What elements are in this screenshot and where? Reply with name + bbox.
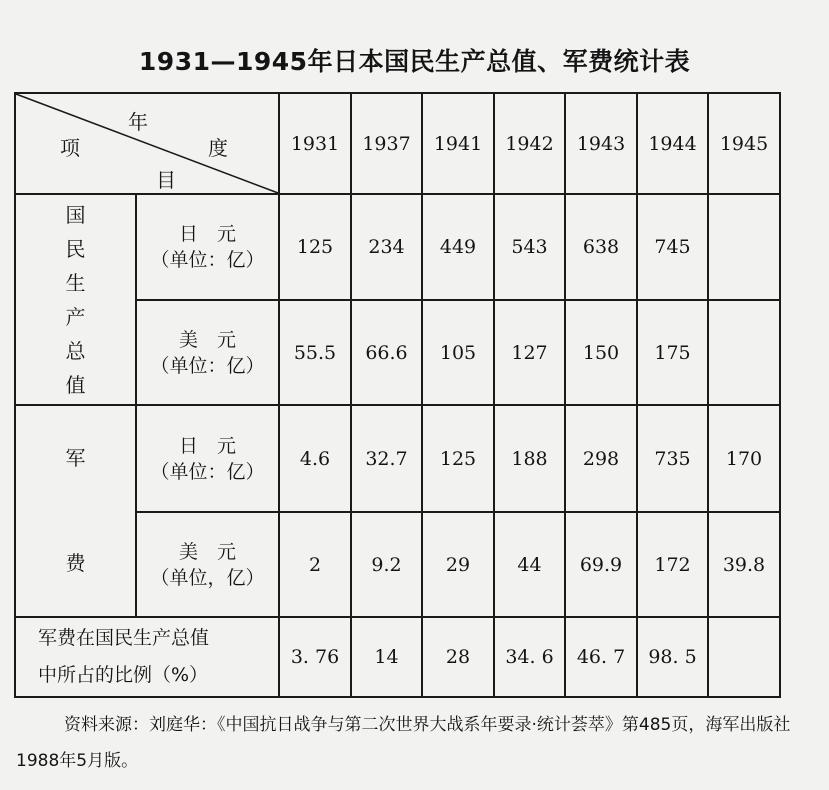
group-label-char: 军	[65, 446, 86, 470]
group-label-char: 国	[65, 202, 86, 227]
group-label-gnp	[15, 194, 136, 405]
data-cell: 105	[422, 300, 494, 405]
ratio-label	[15, 617, 279, 697]
data-cell	[708, 194, 780, 300]
corner-cell	[15, 93, 279, 194]
data-cell: 28	[422, 617, 494, 697]
year-header: 1945	[708, 93, 780, 194]
data-cell: 543	[494, 194, 565, 300]
data-cell: 3. 76	[279, 617, 351, 697]
unit-cell-yen	[136, 194, 279, 300]
group-label-char: 总	[65, 338, 86, 363]
data-cell: 39.8	[708, 512, 780, 617]
data-cell: 150	[565, 300, 637, 405]
data-cell: 69.9	[565, 512, 637, 617]
data-cell: 234	[351, 194, 422, 300]
year-header: 1941	[422, 93, 494, 194]
corner-item-label: 项	[60, 136, 80, 160]
unit-cell-yen	[136, 405, 279, 512]
data-cell: 298	[565, 405, 637, 512]
group-label-char: 生	[65, 270, 86, 295]
data-cell: 127	[494, 300, 565, 405]
data-cell: 735	[637, 405, 708, 512]
data-cell: 46. 7	[565, 617, 637, 697]
data-cell: 172	[637, 512, 708, 617]
unit-note: （单位，亿）	[150, 566, 265, 589]
year-header: 1931	[279, 93, 351, 194]
group-label-char: 值	[65, 372, 86, 397]
data-cell: 2	[279, 512, 351, 617]
data-cell: 34. 6	[494, 617, 565, 697]
ratio-label-line2: 中所占的比例（%）	[38, 664, 209, 686]
statistics-table	[14, 92, 781, 698]
corner-mu-label: 目	[156, 168, 176, 192]
table-row	[15, 617, 780, 697]
data-cell: 638	[565, 194, 637, 300]
unit-usd: 美 元	[178, 540, 236, 563]
data-cell: 44	[494, 512, 565, 617]
group-label-military-text	[16, 406, 135, 616]
data-cell: 66.6	[351, 300, 422, 405]
data-cell: 745	[637, 194, 708, 300]
data-cell: 4.6	[279, 405, 351, 512]
unit-yen: 日 元	[178, 223, 236, 245]
data-cell: 32.7	[351, 405, 422, 512]
source-note: 资料来源：刘庭华：《中国抗日战争与第二次世界大战系年要录·统计荟萃》第485页，海军出版社1988年5月版。	[16, 715, 791, 771]
data-cell: 14	[351, 617, 422, 697]
data-cell: 125	[279, 194, 351, 300]
group-label-char: 民	[65, 236, 86, 261]
group-label-gnp-text	[16, 198, 135, 402]
unit-note: （单位：亿）	[150, 460, 265, 483]
unit-note: （单位：亿）	[150, 249, 265, 271]
data-cell	[708, 300, 780, 405]
group-label-military	[15, 405, 136, 617]
data-cell: 449	[422, 194, 494, 300]
data-cell: 29	[422, 512, 494, 617]
year-header: 1937	[351, 93, 422, 194]
data-cell: 98. 5	[637, 617, 708, 697]
group-label-char: 产	[65, 304, 86, 329]
year-header: 1942	[494, 93, 565, 194]
unit-cell-usd	[136, 300, 279, 405]
unit-cell-usd	[136, 512, 279, 617]
corner-degree-label: 度	[208, 136, 228, 160]
data-cell: 125	[422, 405, 494, 512]
header-row	[15, 93, 780, 194]
data-cell: 9.2	[351, 512, 422, 617]
corner-year-label: 年	[128, 110, 148, 134]
data-cell: 170	[708, 405, 780, 512]
group-label-char: 费	[65, 551, 86, 575]
data-cell: 188	[494, 405, 565, 512]
data-cell	[708, 617, 780, 697]
unit-note: （单位：亿）	[150, 354, 265, 377]
table-title: 1931—1945年日本国民生产总值、军费统计表	[138, 47, 691, 76]
data-cell: 55.5	[279, 300, 351, 405]
ratio-label-line1: 军费在国民生产总值	[38, 627, 210, 649]
year-header: 1944	[637, 93, 708, 194]
data-cell: 175	[637, 300, 708, 405]
unit-yen: 日 元	[178, 434, 236, 457]
unit-usd: 美 元	[178, 328, 236, 351]
table-row	[15, 405, 780, 512]
table-row	[15, 194, 780, 300]
year-header: 1943	[565, 93, 637, 194]
